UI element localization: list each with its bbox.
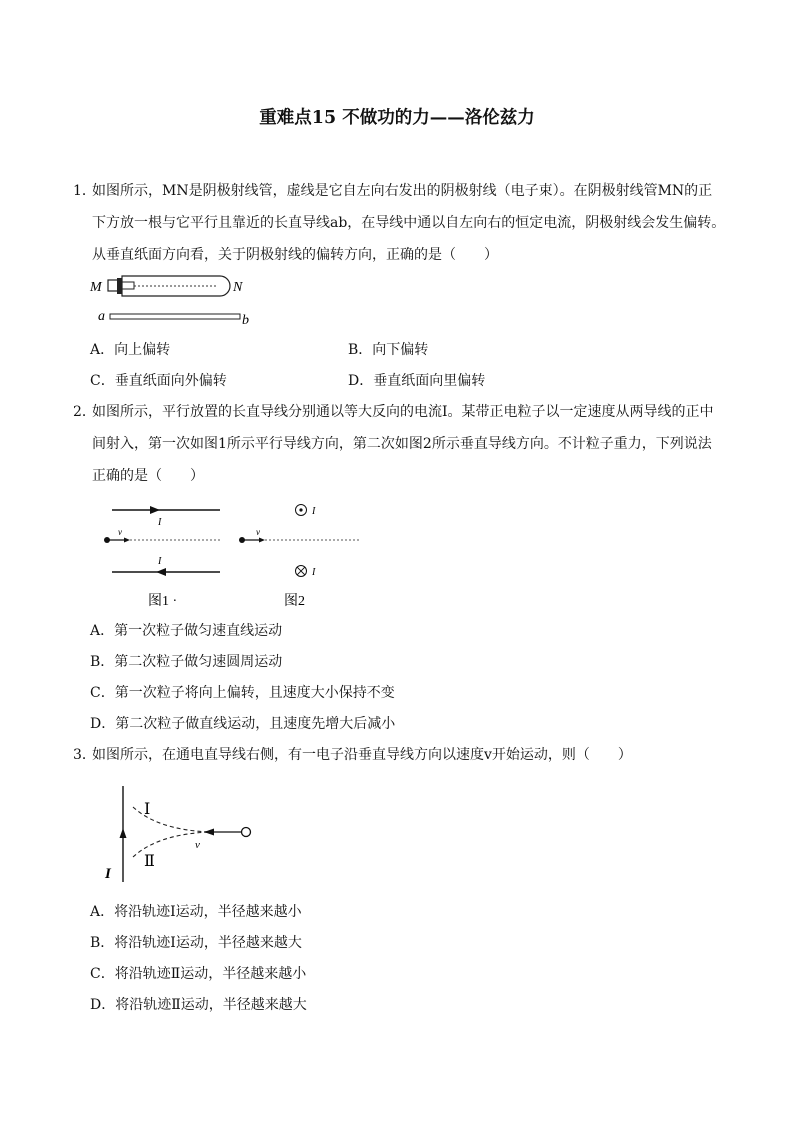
option-a[interactable]: A．将沿轨迹Ⅰ运动，半径越来越小: [90, 904, 302, 920]
current-out-dot: [299, 508, 302, 511]
question-text-line: 间射入，第一次如图1所示平行导线方向，第二次如图2所示垂直导线方向。不计粒子重力，下列说法: [92, 436, 712, 452]
current-label: I: [312, 506, 316, 517]
current-label: I: [158, 517, 162, 528]
option-a[interactable]: A．向上偏转: [90, 342, 171, 358]
option-c[interactable]: C．第一次粒子将向上偏转，且速度大小保持不变: [90, 685, 395, 701]
current-label: I: [312, 567, 316, 578]
question-number: 1．: [73, 183, 96, 199]
option-b[interactable]: B．将沿轨迹Ⅰ运动，半径越来越大: [90, 935, 302, 951]
question-text-line: 下方放一根与它平行且靠近的长直导线ab，在导线中通以自左向右的恒定电流，阴极射线会发生偏转。: [92, 215, 726, 231]
current-label: I: [158, 556, 162, 567]
cathode-ray-tube-figure: [88, 270, 268, 330]
parallel-wires-figure: [100, 498, 370, 613]
arrow-left-icon: [156, 568, 166, 576]
arrow-up-icon: [120, 828, 127, 838]
option-d[interactable]: D．将沿轨迹Ⅱ运动，半径越来越大: [90, 997, 307, 1013]
electron-wire-figure: [100, 780, 260, 890]
arrow-right-icon: [150, 506, 160, 514]
arrow-right-icon: [124, 538, 130, 543]
label-m: M: [90, 280, 102, 295]
label-n: N: [233, 280, 243, 295]
question-text-line: 如图所示，在通电直导线右侧，有一电子沿垂直导线方向以速度v开始运动，则（ ）: [92, 747, 632, 763]
arrow-left-icon: [204, 829, 214, 836]
velocity-label: v: [256, 527, 260, 537]
track-i-label: Ⅰ: [144, 801, 151, 818]
question-text-line: 正确的是（ ）: [92, 468, 204, 484]
current-label: I: [105, 866, 111, 882]
label-b: b: [242, 313, 249, 328]
electron: [242, 828, 251, 837]
question-text-line: 如图所示，MN是阴极射线管，虚线是它自左向右发出的阴极射线（电子束）。在阴极射线管MN的正: [92, 183, 713, 199]
figure-caption-2: 图2: [284, 594, 305, 609]
option-b[interactable]: B．向下偏转: [348, 342, 429, 358]
wire-ab: [110, 314, 240, 319]
label-a: a: [98, 309, 105, 324]
tube-cathode: [108, 280, 118, 291]
option-d[interactable]: D．垂直纸面向里偏转: [348, 373, 486, 389]
page-title: 重难点15 不做功的力——洛伦兹力: [259, 108, 535, 128]
option-c[interactable]: C．垂直纸面向外偏转: [90, 373, 227, 389]
option-b[interactable]: B．第二次粒子做匀速圆周运动: [90, 654, 283, 670]
tube-electrode: [117, 278, 122, 294]
question-number: 3．: [73, 747, 96, 763]
arrow-right-icon: [259, 538, 265, 543]
option-c[interactable]: C．将沿轨迹Ⅱ运动，半径越来越小: [90, 966, 307, 982]
option-d[interactable]: D．第二次粒子做直线运动，且速度先增大后减小: [90, 716, 396, 732]
question-number: 2．: [73, 404, 96, 420]
question-text-line: 从垂直纸面方向看，关于阴极射线的偏转方向，正确的是（ ）: [92, 247, 498, 263]
figure-caption-1: 图1 ·: [148, 594, 178, 609]
option-a[interactable]: A．第一次粒子做匀速直线运动: [90, 623, 283, 639]
velocity-label: v: [195, 839, 200, 851]
velocity-label: v: [118, 527, 122, 537]
question-text-line: 如图所示，平行放置的长直导线分别通以等大反向的电流I。某带正电粒子以一定速度从两导线的正中: [92, 404, 714, 420]
track-ii-label: Ⅱ: [144, 853, 155, 870]
tube-gun: [122, 282, 134, 289]
